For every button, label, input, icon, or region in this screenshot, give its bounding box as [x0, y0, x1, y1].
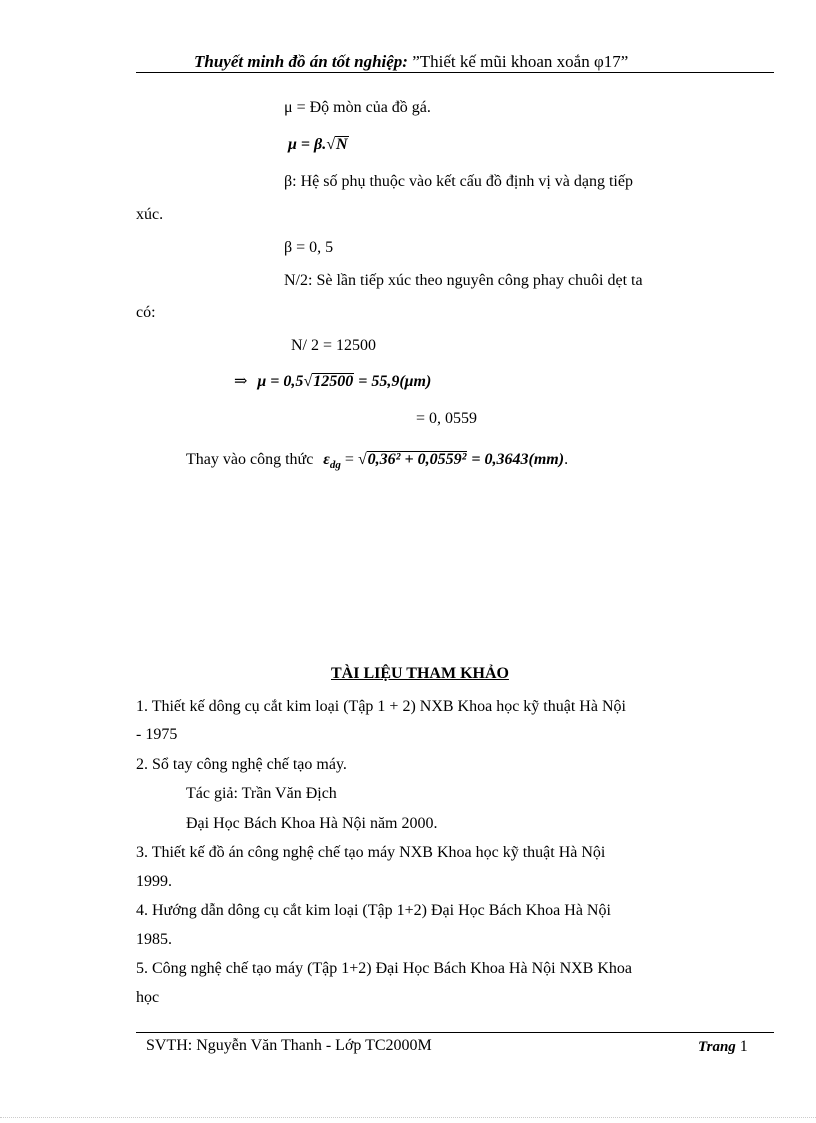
page-label: Trang [698, 1039, 736, 1055]
n-value: N/ 2 = 12500 [291, 337, 377, 354]
page-header [194, 52, 628, 72]
sqrt-symbol: √ [326, 136, 335, 153]
mu-in-mm: = 0, 0559 [416, 410, 478, 427]
mu-formula-radicand: N [336, 136, 348, 153]
n-definition-line1: N/2: Sè lần tiếp xúc theo nguyên công phay chuôi dẹt ta [284, 272, 643, 289]
reference-item-4-line2: 1985. [136, 931, 172, 948]
references-title: TÀI LIỆU THAM KHẢO [331, 665, 509, 682]
mu-calc-rhs: = 55,9(μm) [354, 373, 432, 390]
mu-formula [288, 135, 349, 155]
beta-value: β = 0, 5 [284, 239, 334, 256]
n-definition-line2: có: [136, 304, 156, 321]
header-title-rest: ”Thiết kế mũi khoan xoắn φ17” [407, 52, 629, 71]
epsilon-result: = 0,3643(mm) [467, 451, 565, 468]
header-title-bold: Thuyết minh đồ án tốt nghiệp: [194, 52, 408, 71]
header-rule [136, 72, 774, 73]
mu-calculation [234, 372, 431, 392]
mu-definition: μ = Độ mòn của đồ gá. [284, 99, 431, 116]
mu-formula-lhs: μ = β. [288, 136, 327, 153]
sqrt-symbol: √ [357, 451, 367, 468]
reference-item-2-publisher: Đại Học Bách Khoa Hà Nội năm 2000. [186, 815, 438, 832]
reference-item-1-line1: 1. Thiết kế dông cụ cắt kim loại (Tập 1 + 2) NXB Khoa học kỹ thuật Hà Nội [136, 698, 626, 715]
epsilon-formula-line [186, 450, 568, 475]
beta-definition-line2: xúc. [136, 206, 164, 223]
footer-rule [136, 1032, 774, 1033]
epsilon-subscript: dg [329, 459, 341, 472]
epsilon-symbol: ε [323, 451, 330, 468]
epsilon-equals: = [340, 451, 358, 468]
reference-item-1-line2: - 1975 [136, 726, 178, 743]
beta-definition-line1: β: Hệ số phụ thuộc vào kết cấu đồ định vị và dạng tiếp [284, 173, 633, 190]
implies-arrow: ⇒ [234, 373, 248, 390]
reference-item-5-line2: học [136, 989, 160, 1006]
reference-item-3-line1: 3. Thiết kế đồ án công nghệ chế tạo máy NXB Khoa học kỹ thuật Hà Nội [136, 844, 606, 861]
reference-item-3-line2: 1999. [136, 873, 172, 890]
footer-page [698, 1038, 748, 1056]
reference-item-5-line1: 5. Công nghệ chế tạo máy (Tập 1+2) Đại Học Bách Khoa Hà Nội NXB Khoa [136, 960, 633, 977]
page-bottom-edge [0, 1117, 816, 1118]
mu-calc-lhs: μ = 0,5 [257, 373, 304, 390]
epsilon-end: . [564, 451, 569, 468]
reference-item-2: 2. Sổ tay công nghệ chế tạo máy. [136, 756, 347, 773]
mu-calc-radicand: 12500 [313, 373, 354, 390]
footer-student: SVTH: Nguyễn Văn Thanh - Lớp TC2000M [146, 1037, 432, 1054]
epsilon-radicand: 0,36² + 0,0559² [367, 451, 467, 468]
page-number: 1 [739, 1038, 748, 1055]
substitute-prefix: Thay vào công thức [186, 451, 314, 468]
reference-item-2-author: Tác giả: Trần Văn Địch [186, 785, 337, 802]
reference-item-4-line1: 4. Hướng dẫn dông cụ cắt kim loại (Tập 1+2) Đại Học Bách Khoa Hà Nội [136, 902, 611, 919]
sqrt-symbol: √ [303, 373, 313, 390]
